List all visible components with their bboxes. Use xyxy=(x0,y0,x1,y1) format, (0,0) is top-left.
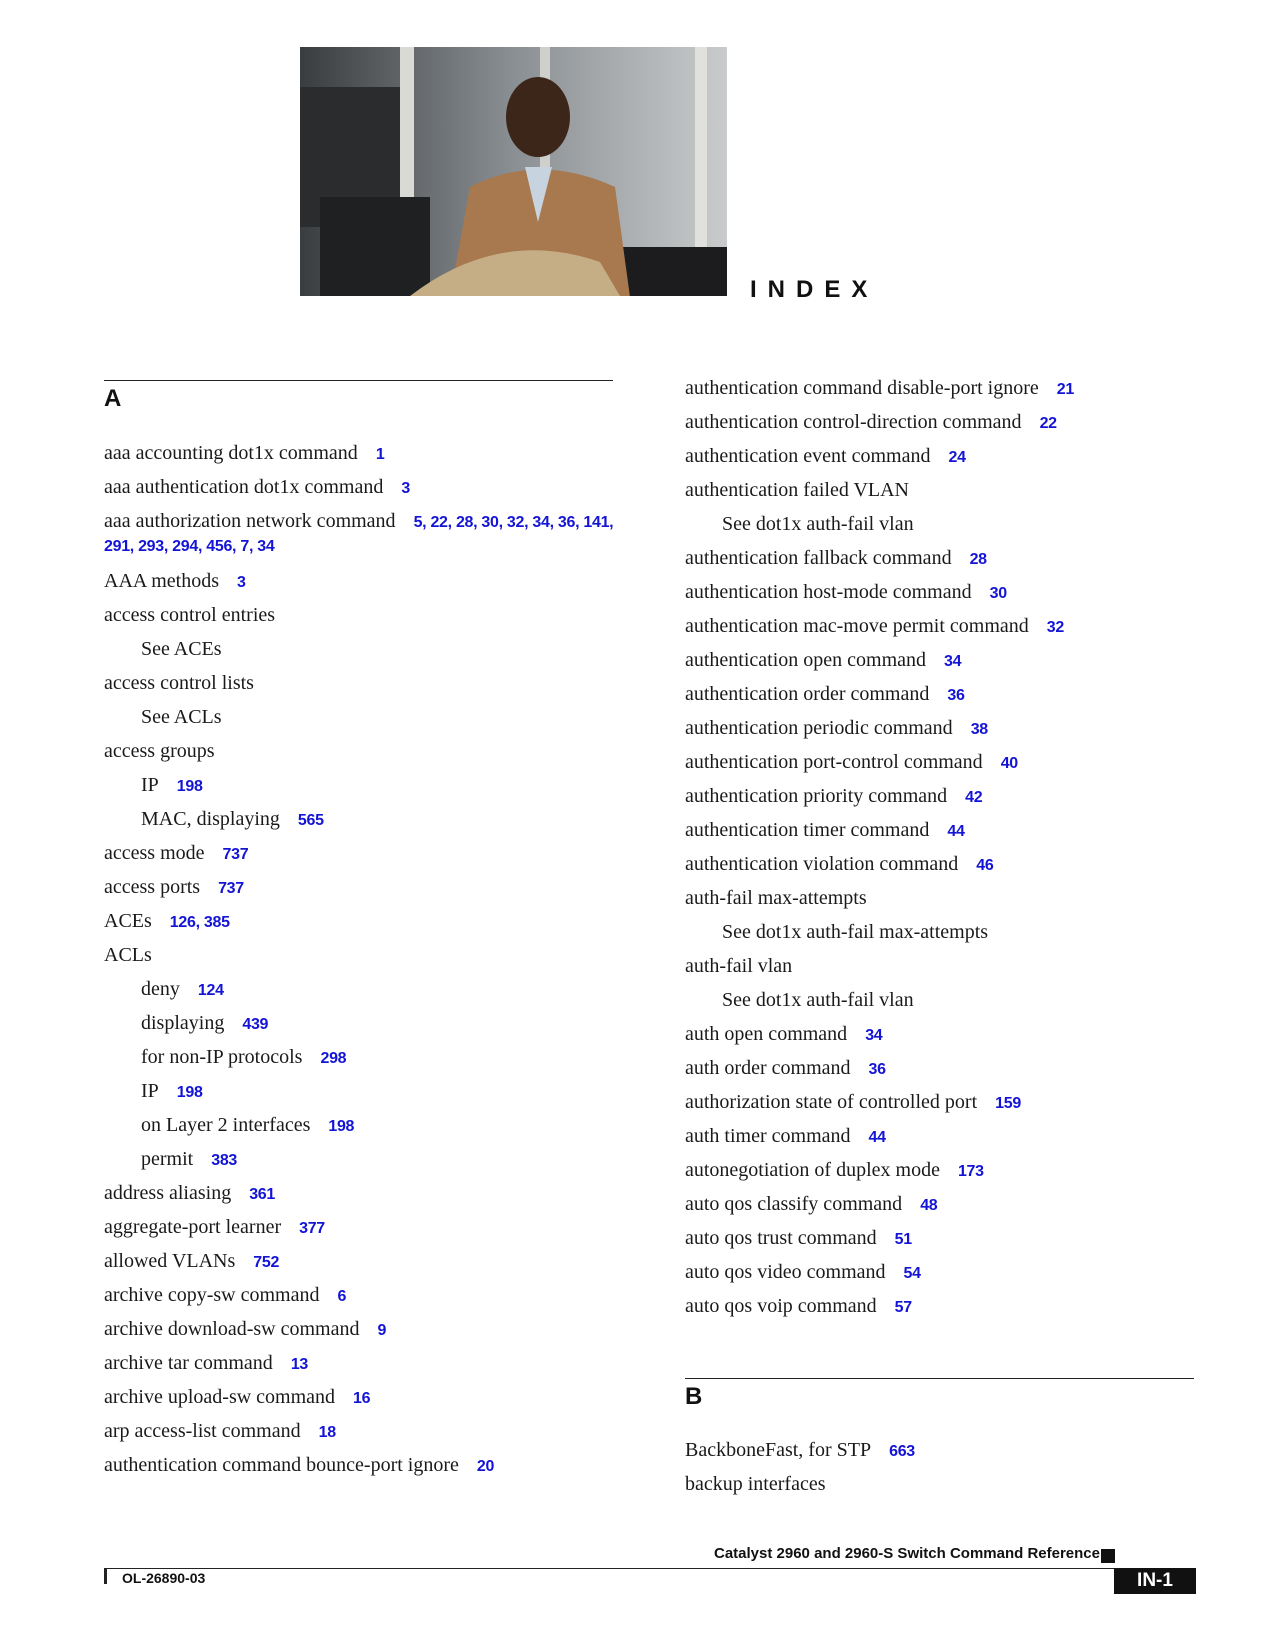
index-entry-text: authentication fallback command xyxy=(685,547,952,569)
page-link[interactable]: 377 xyxy=(299,1220,325,1237)
index-entry xyxy=(104,1346,616,1380)
index-entry xyxy=(104,1142,616,1176)
page-link[interactable]: 38 xyxy=(970,721,988,738)
page-link[interactable]: 57 xyxy=(894,1299,912,1316)
index-entry xyxy=(685,1153,1197,1187)
index-entry xyxy=(104,666,616,700)
page-link[interactable]: 51 xyxy=(894,1231,912,1248)
index-entry-text: archive upload-sw command xyxy=(104,1386,336,1408)
index-entry-text: aggregate-port learner xyxy=(104,1216,282,1238)
page-link[interactable]: 48 xyxy=(920,1197,938,1214)
index-entry xyxy=(104,1244,616,1278)
index-entry-text: address aliasing xyxy=(104,1182,232,1204)
index-entry xyxy=(685,1433,1197,1467)
index-entry xyxy=(104,1380,616,1414)
page-link[interactable]: 124 xyxy=(197,982,224,999)
index-entry-text: authentication port-control command xyxy=(685,751,983,773)
page-link[interactable]: 16 xyxy=(353,1390,371,1407)
index-entry xyxy=(685,507,1197,541)
page-link[interactable]: 361 xyxy=(249,1186,275,1203)
index-entry xyxy=(685,1467,1197,1501)
page-link[interactable]: 34 xyxy=(865,1027,883,1044)
index-entry xyxy=(685,847,1197,881)
index-entry xyxy=(685,983,1197,1017)
index-entry xyxy=(104,972,616,1006)
index-entry-text: authentication violation command xyxy=(685,853,959,875)
page-link[interactable]: 36 xyxy=(868,1061,886,1078)
index-entry-text: allowed VLANs xyxy=(104,1250,236,1272)
index-entry xyxy=(104,1074,616,1108)
index-entry xyxy=(104,1210,616,1244)
index-entry-text: auth order command xyxy=(685,1057,851,1079)
index-entry xyxy=(685,1187,1197,1221)
right-column-b xyxy=(685,1433,1197,1501)
index-entry-text: archive tar command xyxy=(104,1352,273,1374)
index-entry xyxy=(685,1119,1197,1153)
index-entry-text: displaying xyxy=(141,1012,225,1034)
index-entry-text: IP xyxy=(141,774,159,796)
index-entry xyxy=(685,643,1197,677)
index-entry-text: See dot1x auth-fail max-attempts xyxy=(722,921,989,943)
index-entry xyxy=(104,1278,616,1312)
index-entry-text: authentication periodic command xyxy=(685,717,953,739)
index-entry xyxy=(104,1414,616,1448)
index-entry-text: ACLs xyxy=(104,944,152,966)
footer-doc-id: OL-26890-03 xyxy=(122,1570,206,1586)
footer-rule xyxy=(104,1568,1196,1569)
page-link[interactable]: 54 xyxy=(903,1265,921,1282)
index-entry xyxy=(104,870,616,904)
index-entry xyxy=(685,949,1197,983)
index-entry-text: authentication command bounce-port ignore xyxy=(104,1454,459,1476)
index-entry-text: See dot1x auth-fail vlan xyxy=(722,989,914,1011)
footer-marker xyxy=(1101,1549,1115,1563)
right-column xyxy=(685,371,1197,1323)
page-link[interactable]: 22 xyxy=(1039,415,1057,432)
index-entry xyxy=(104,802,616,836)
index-entry-text: autonegotiation of duplex mode xyxy=(685,1159,940,1181)
page-link[interactable]: 1 xyxy=(375,446,385,463)
index-entry-text: authentication mac-move permit command xyxy=(685,615,1029,637)
footer-page-number: IN-1 xyxy=(1114,1568,1196,1594)
index-entry xyxy=(685,1289,1197,1323)
page-link[interactable]: 44 xyxy=(947,823,965,840)
index-entry-text: access ports xyxy=(104,876,201,898)
index-entry xyxy=(685,575,1197,609)
index-entry-text: authentication timer command xyxy=(685,819,930,841)
page-link[interactable]: 565 xyxy=(297,812,324,829)
page-link[interactable]: 44 xyxy=(868,1129,886,1146)
index-entry xyxy=(685,1085,1197,1119)
index-entry xyxy=(685,677,1197,711)
index-entry xyxy=(104,700,616,734)
index-entry xyxy=(104,768,616,802)
index-entry xyxy=(685,473,1197,507)
index-entry xyxy=(685,745,1197,779)
index-entry-text: archive download-sw command xyxy=(104,1318,360,1340)
index-entry xyxy=(104,734,616,768)
footer-bar xyxy=(104,1568,107,1584)
index-entry xyxy=(685,541,1197,575)
index-entry xyxy=(685,915,1197,949)
index-entry-text: MAC, displaying xyxy=(141,808,280,830)
index-entry-text: IP xyxy=(141,1080,159,1102)
page-link[interactable]: 46 xyxy=(976,857,994,874)
page-link[interactable]: 198 xyxy=(176,1084,203,1101)
index-entry-text: auth open command xyxy=(685,1023,848,1045)
index-entry xyxy=(104,938,616,972)
index-entry xyxy=(104,836,616,870)
index-entry xyxy=(685,813,1197,847)
index-title: INDEX xyxy=(750,276,879,303)
index-entry-text: authentication order command xyxy=(685,683,930,705)
index-entry-text: authentication failed VLAN xyxy=(685,479,910,501)
page-link[interactable]: 3 xyxy=(237,574,246,591)
footer-title: Catalyst 2960 and 2960-S Switch Command Reference xyxy=(714,1545,1100,1562)
index-entry xyxy=(104,1006,616,1040)
index-entry xyxy=(685,1017,1197,1051)
index-entry-text: deny xyxy=(141,978,180,1000)
index-entry-text: aaa accounting dot1x command xyxy=(104,442,358,464)
index-entry-text: See ACLs xyxy=(141,706,222,728)
index-entry-text: auth timer command xyxy=(685,1125,851,1147)
index-entry-text: access control lists xyxy=(104,672,254,694)
index-entry xyxy=(685,779,1197,813)
index-entry-text: archive copy-sw command xyxy=(104,1284,320,1306)
header-photo xyxy=(300,47,727,296)
page-link[interactable]: 42 xyxy=(965,789,983,806)
index-entry-text: AAA methods xyxy=(104,570,219,592)
index-entry xyxy=(104,1176,616,1210)
index-entry xyxy=(685,711,1197,745)
index-entry-text: permit xyxy=(141,1148,194,1170)
index-entry-text: auto qos trust command xyxy=(685,1227,877,1249)
page-link[interactable]: 13 xyxy=(290,1356,309,1373)
page-link[interactable]: 737 xyxy=(218,880,244,897)
index-entry-text: aaa authentication dot1x command xyxy=(104,476,384,498)
page-link[interactable]: 439 xyxy=(242,1016,269,1033)
page-link[interactable]: 173 xyxy=(957,1163,984,1180)
index-entry-text: for non-IP protocols xyxy=(141,1046,303,1068)
index-entry xyxy=(104,1448,616,1482)
page-link[interactable]: 752 xyxy=(253,1254,280,1271)
index-entry xyxy=(685,405,1197,439)
index-entry xyxy=(104,504,616,564)
index-entry xyxy=(685,1051,1197,1085)
index-entry-text: authentication command disable-port ignore xyxy=(685,377,1039,399)
page-link[interactable]: 32 xyxy=(1046,619,1064,636)
index-entry-text: authentication open command xyxy=(685,649,927,671)
page-link[interactable]: 198 xyxy=(328,1118,355,1135)
page-link[interactable]: 40 xyxy=(1000,755,1018,772)
index-entry xyxy=(104,564,616,598)
index-entry xyxy=(685,371,1197,405)
page-link[interactable]: 36 xyxy=(947,687,965,704)
index-entry xyxy=(685,1255,1197,1289)
index-entry-text: authentication priority command xyxy=(685,785,948,807)
index-entry-text: authentication host-mode command xyxy=(685,581,972,603)
index-entry xyxy=(104,1040,616,1074)
index-entry xyxy=(685,439,1197,473)
page-link[interactable]: 3 xyxy=(401,480,410,497)
page-link[interactable]: 298 xyxy=(320,1050,347,1067)
section-a-rule xyxy=(104,380,613,381)
index-entry xyxy=(104,1108,616,1142)
section-b-rule xyxy=(685,1378,1194,1379)
page-link[interactable]: 198 xyxy=(176,778,203,795)
index-entry-text: ACEs xyxy=(104,910,152,932)
index-entry-text: See dot1x auth-fail vlan xyxy=(722,513,914,535)
index-entry-text: access control entries xyxy=(104,604,276,626)
index-entry xyxy=(104,470,616,504)
index-entry xyxy=(104,436,616,470)
index-entry-text: auto qos video command xyxy=(685,1261,886,1283)
page-link[interactable]: 159 xyxy=(995,1095,1021,1112)
index-entry xyxy=(104,904,616,938)
index-entry-text: auth-fail max-attempts xyxy=(685,887,867,909)
page-link[interactable]: 28 xyxy=(969,551,987,568)
index-entry-text: authentication control-direction command xyxy=(685,411,1022,433)
page-link[interactable]: 18 xyxy=(318,1424,336,1441)
index-entry xyxy=(685,881,1197,915)
index-entry-text: access mode xyxy=(104,842,205,864)
page-link[interactable]: 663 xyxy=(889,1443,915,1460)
page-link[interactable]: 21 xyxy=(1056,381,1074,398)
page-link[interactable]: 737 xyxy=(222,846,249,863)
index-entry-text: See ACEs xyxy=(141,638,222,660)
page-link[interactable]: 30 xyxy=(989,585,1007,602)
index-entry xyxy=(685,609,1197,643)
index-entry-text: on Layer 2 interfaces xyxy=(141,1114,311,1136)
index-entry xyxy=(685,1221,1197,1255)
page-link[interactable]: 9 xyxy=(377,1322,387,1339)
index-entry-text: access groups xyxy=(104,740,215,762)
index-entry-text: BackboneFast, for STP xyxy=(685,1439,872,1461)
index-entry-text: backup interfaces xyxy=(685,1473,826,1495)
index-entry xyxy=(104,598,616,632)
page-link[interactable]: 5, 22, 28, 30, 32, 34, 36, 141, 291, 293, 294, 456, 7, 34 xyxy=(104,514,614,555)
section-b-letter: B xyxy=(685,1383,703,1410)
index-entry-text: auth-fail vlan xyxy=(685,955,793,977)
index-entry-text: auto qos voip command xyxy=(685,1295,877,1317)
page-link[interactable]: 24 xyxy=(948,449,966,466)
page-link[interactable]: 20 xyxy=(476,1458,495,1475)
index-entry-text: authorization state of controlled port xyxy=(685,1091,978,1113)
section-a-letter: A xyxy=(104,385,122,412)
index-entry xyxy=(104,1312,616,1346)
left-column xyxy=(104,436,616,1482)
page-link[interactable]: 126, 385 xyxy=(169,914,230,931)
index-entry-text: auto qos classify command xyxy=(685,1193,903,1215)
page-link[interactable]: 6 xyxy=(337,1288,347,1305)
index-entry-text: authentication event command xyxy=(685,445,931,467)
index-entry-text: arp access-list command xyxy=(104,1420,301,1442)
index-entry-text: aaa authorization network command xyxy=(104,510,396,532)
page-link[interactable]: 34 xyxy=(944,653,962,670)
index-entry xyxy=(104,632,616,666)
page-link[interactable]: 383 xyxy=(211,1152,238,1169)
